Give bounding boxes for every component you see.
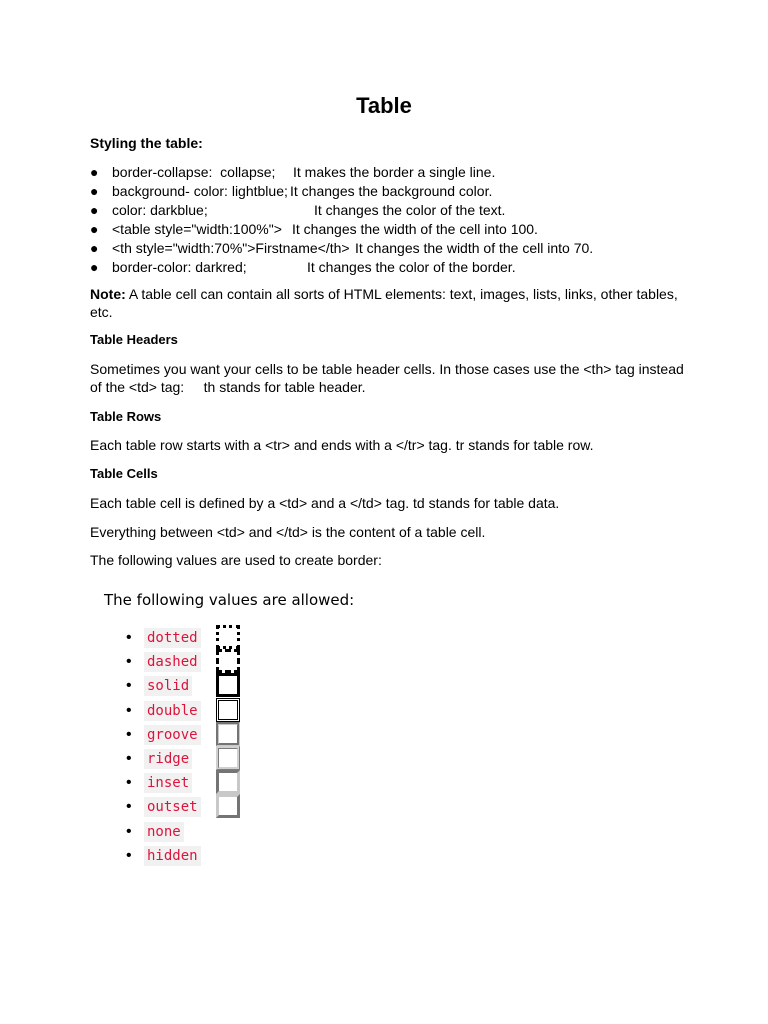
bullet-icon: • [126,822,132,840]
border-value-code: hidden [144,846,201,866]
table-headers-paragraph: Sometimes you want your cells to be table header cells. In those cases use the <th> tag instead of the <td> tag: th stands for table header. [90,361,688,395]
styling-heading: Styling the table: [90,135,203,151]
bullet-icon: • [126,846,132,864]
border-value-code: dotted [144,628,201,648]
bullet-property: background- color: lightblue; [112,183,288,199]
border-value-code: double [144,701,201,721]
page-title: Table [356,93,412,118]
bullet-icon: • [126,725,132,743]
table-cells-paragraph-1: Each table cell is defined by a <td> and a </td> tag. td stands for table data. [90,495,560,511]
bullet-icon: ● [90,259,99,275]
bullet-icon: • [126,749,132,767]
bullet-property: <th style="width:70%">Firstname</th> [112,240,350,256]
border-values-heading: The following values are allowed: [104,591,355,609]
border-value-code: groove [144,725,201,745]
bullet-icon: ● [90,183,99,199]
bullet-icon: • [126,629,132,646]
bullet-description: It changes the color of the border. [307,259,516,275]
bullet-description: It changes the width of the cell into 100. [292,221,538,237]
bullet-icon: ● [90,221,99,237]
border-value-code: solid [144,676,192,696]
note-text: A table cell can contain all sorts of HTML elements: text, images, lists, links, other tables, etc. [90,286,678,320]
list-item [90,239,594,258]
bullet-description: It changes the background color. [290,183,493,199]
border-value-code: ridge [144,749,192,769]
bullet-property: <table style="width:100%"> [112,221,282,237]
bullet-icon: ● [90,240,99,256]
list-item [90,182,493,201]
ridge-border-sample [216,746,240,770]
table-rows-heading: Table Rows [90,409,162,424]
table-headers-heading: Table Headers [90,332,178,347]
list-item [90,258,516,277]
border-value-code: inset [144,773,192,793]
table-rows-paragraph: Each table row starts with a <tr> and ends with a </tr> tag. tr stands for table row. [90,437,594,453]
inset-border-sample [216,770,240,794]
note-paragraph [90,285,690,321]
bullet-description: It makes the border a single line. [293,164,496,180]
list-item [90,201,506,220]
bullet-icon: ● [90,164,99,180]
outset-border-sample [216,794,240,818]
border-value-code: dashed [144,652,201,672]
bullet-property: color: darkblue; [112,202,208,218]
border-value-code: none [144,822,184,842]
styling-bullet-list [90,163,594,277]
border-value-code: outset [144,797,201,817]
bullet-property: border-collapse: collapse; [112,164,276,180]
dashed-border-sample [216,649,240,673]
bullet-icon: ● [90,202,99,218]
dotted-border-sample [216,625,240,649]
list-item [90,220,538,239]
double-border-sample [216,698,240,722]
bullet-icon: • [126,653,132,671]
bullet-description: It changes the width of the cell into 70. [355,240,594,256]
table-cells-paragraph-3: The following values are used to create border: [90,552,382,568]
bullet-icon: • [126,798,132,816]
solid-border-sample [216,673,240,697]
bullet-description: It changes the color of the text. [314,202,506,218]
groove-border-sample [216,722,240,746]
bullet-property: border-color: darkred; [112,259,247,275]
table-cells-heading: Table Cells [90,466,158,481]
bullet-icon: • [126,774,132,792]
table-cells-paragraph-2: Everything between <td> and </td> is the content of a table cell. [90,524,486,540]
note-label: Note: [90,286,126,302]
list-item [90,163,496,182]
bullet-icon: • [126,677,132,695]
bullet-icon: • [126,701,132,719]
